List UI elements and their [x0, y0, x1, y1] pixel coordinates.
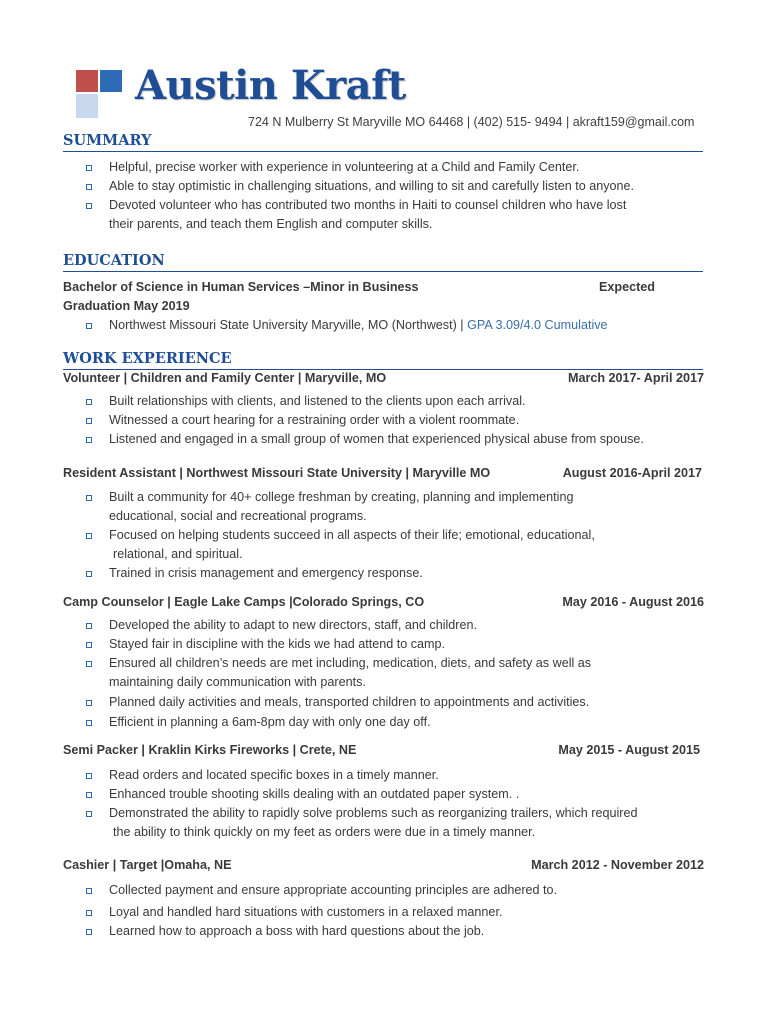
- summary-bullet-continued: their parents, and teach them English and computer skills.: [109, 217, 433, 231]
- resume-name: Austin Kraft: [135, 62, 406, 109]
- job-date: May 2015 - August 2015: [558, 743, 700, 757]
- job-bullet: Stayed fair in discipline with the kids we had attend to camp.: [109, 637, 446, 651]
- job-bullet: Collected payment and ensure appropriate accounting principles are adhered to.: [109, 883, 558, 897]
- job-heading: Semi Packer | Kraklin Kirks Fireworks | Crete, NE: [63, 743, 357, 757]
- degree-expected: Expected: [599, 280, 655, 294]
- logo-lightblue-square: [76, 94, 98, 118]
- job-date: March 2012 - November 2012: [531, 858, 704, 872]
- gpa: GPA 3.09/4.0 Cumulative: [467, 318, 608, 332]
- job-bullet-continued: maintaining daily communication with parents.: [109, 675, 366, 689]
- job-heading: Camp Counselor | Eagle Lake Camps |Colorado Springs, CO: [63, 595, 425, 609]
- section-header-summary: [63, 132, 703, 152]
- job-date: May 2016 - August 2016: [562, 595, 704, 609]
- job-bullet: Loyal and handled hard situations with customers in a relaxed manner.: [109, 905, 503, 919]
- section-header-work-experience: [63, 350, 703, 370]
- job-bullet: Built relationships with clients, and listened to the clients upon each arrival.: [109, 394, 526, 408]
- section-title: SUMMARY: [63, 132, 152, 149]
- summary-bullet: Helpful, precise worker with experience in volunteering at a Child and Family Center.: [109, 160, 580, 174]
- job-bullet: Ensured all children’s needs are met including, medication, diets, and safety as well as: [109, 656, 592, 670]
- job-bullet: Developed the ability to adapt to new directors, staff, and children.: [109, 618, 478, 632]
- summary-bullet: Devoted volunteer who has contributed two months in Haiti to counsel children who have lost: [109, 198, 627, 212]
- job-date: August 2016-April 2017: [562, 466, 702, 480]
- job-bullet: Read orders and located specific boxes in a timely manner.: [109, 768, 439, 782]
- logo-red-square: [76, 70, 98, 92]
- school-name: Northwest Missouri State University Maryville, MO (Northwest) |: [109, 318, 464, 332]
- job-bullet: Witnessed a court hearing for a restraining order with a violent roommate.: [109, 413, 520, 427]
- job-bullet: Efficient in planning a 6am-8pm day with only one day off.: [109, 715, 431, 729]
- graduation-date: Graduation May 2019: [63, 299, 190, 313]
- section-divider: [63, 151, 703, 152]
- job-bullet: Enhanced trouble shooting skills dealing with an outdated paper system. .: [109, 787, 520, 801]
- degree: Bachelor of Science in Human Services –Minor in Business: [63, 280, 419, 294]
- school-line: [109, 318, 608, 332]
- job-bullet: Listened and engaged in a small group of women that experienced physical abuse from spouse.: [109, 432, 644, 446]
- job-bullet: Built a community for 40+ college freshman by creating, planning and implementing: [109, 490, 574, 504]
- job-bullet: Trained in crisis management and emergency response.: [109, 566, 423, 580]
- job-date: March 2017- April 2017: [567, 371, 704, 385]
- section-title: EDUCATION: [63, 252, 165, 269]
- section-divider: [63, 271, 703, 272]
- job-bullet: Demonstrated the ability to rapidly solve problems such as reorganizing trailers, which required: [109, 806, 638, 820]
- summary-bullet: Able to stay optimistic in challenging situations, and willing to sit and carefully listen to anyone.: [109, 179, 635, 193]
- job-heading: Resident Assistant | Northwest Missouri State University | Maryville MO: [63, 466, 491, 480]
- job-heading: Volunteer | Children and Family Center | Maryville, MO: [63, 371, 387, 385]
- job-bullet: Planned daily activities and meals, transported children to appointments and activities.: [109, 695, 590, 709]
- job-bullet: Focused on helping students succeed in all aspects of their life; emotional, educational,: [109, 528, 595, 542]
- job-heading: Cashier | Target |Omaha, NE: [63, 858, 232, 872]
- job-bullet: Learned how to approach a boss with hard questions about the job.: [109, 924, 485, 938]
- section-divider: [63, 369, 703, 370]
- job-bullet-continued: educational, social and recreational programs.: [109, 509, 367, 523]
- logo-squares-icon: [76, 70, 124, 120]
- logo-blue-square: [100, 70, 122, 92]
- job-bullet-continued: relational, and spiritual.: [113, 547, 243, 561]
- section-title: WORK EXPERIENCE: [63, 350, 232, 367]
- section-header-education: [63, 252, 703, 272]
- job-bullet-continued: the ability to think quickly on my feet as orders were due in a timely manner.: [113, 825, 536, 839]
- contact-info: 724 N Mulberry St Maryville MO 64468 | (402) 515- 9494 | akraft159@gmail.com: [248, 115, 695, 129]
